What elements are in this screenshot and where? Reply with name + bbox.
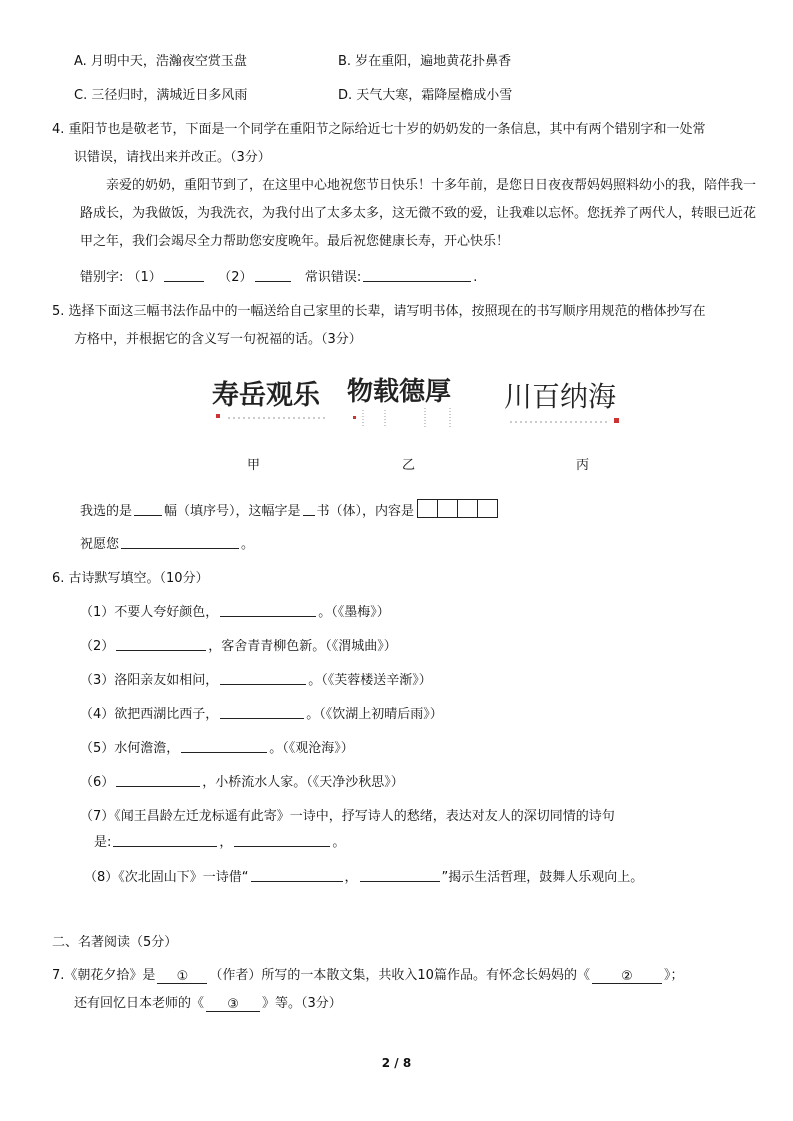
q7-blank3[interactable]	[206, 997, 260, 1012]
q6-item-2	[80, 635, 397, 654]
q6-item-7-line1: （7）《闻王昌龄左迁龙标遥有此寄》一诗中，抒写诗人的愁绪，表达对友人的深切同情的诗句	[80, 809, 615, 824]
q5-wish-line: 祝愿您 。	[80, 537, 255, 552]
page-number: 2 / 8	[381, 1056, 412, 1070]
q6-item-7-blank1[interactable]	[113, 834, 217, 847]
q6-item-3-blank[interactable]	[220, 672, 306, 685]
q5-choice-blank[interactable]	[134, 503, 162, 516]
q6-item-3	[80, 669, 432, 688]
q6-item-2-pre: （2）	[80, 639, 115, 654]
q6-item-4-post: 。（《饮湖上初晴后雨》）	[306, 707, 443, 722]
q6-item-8-sep: ，	[344, 870, 358, 885]
q7-line1-a: 7.《朝花夕拾》是	[52, 968, 156, 983]
calligraphy-bing-image	[500, 372, 625, 432]
q7-line1-c: 》；	[663, 968, 684, 983]
q4-stem-line2: 识错误，请找出来并改正。（3分）	[74, 150, 271, 165]
calligraphy-label-yi: 乙	[402, 458, 416, 473]
q6-item-5-pre: （5）水何澹澹，	[80, 741, 180, 756]
q7-mark2: ②	[621, 969, 633, 984]
q6-item-5-post: 。（《观沧海》）	[269, 741, 354, 756]
calligraphy-jia-image	[210, 372, 335, 432]
q6-item-1	[80, 601, 390, 620]
q7-line2-b: 》等。（3分）	[262, 996, 342, 1011]
q6-item-8-blank1[interactable]	[251, 869, 343, 882]
q7-line2	[74, 992, 342, 1012]
q6-item-7-line2	[94, 831, 345, 850]
q7-line1	[52, 964, 683, 984]
q5-wish-blank[interactable]	[121, 536, 239, 549]
q6-item-8	[84, 866, 643, 885]
q5-choose-c: 书（体），内容是	[316, 504, 415, 519]
calligraphy-yi-image	[345, 372, 485, 432]
q5-choose-b: 幅（填序号），这幅字是	[164, 504, 301, 519]
q4-message: 亲爱的奶奶，重阳节到了，在这里中心地祝您节日快乐！十多年前，是您日日夜夜帮妈妈照料幼小的我，陪伴我一路成长，为我做饭，为我洗衣，为我付出了太多太多，这无微不致的爱，让我难以忘怀。您抚养了两代人，转眼已近花甲之年，我们会竭尽全力帮助您安度晚年。最后祝您健康长寿，开心快乐！	[80, 178, 757, 249]
q6-item-5	[80, 737, 354, 756]
q6-item-3-pre: （3）洛阳亲友如相问，	[80, 673, 219, 688]
q6-item-1-pre: （1）不要人夸好颜色，	[80, 605, 219, 620]
q7-blank1[interactable]	[157, 969, 207, 984]
q4-answer-label: 错别字:	[80, 270, 124, 285]
q6-item-7-end: 。	[332, 835, 346, 850]
option-b: B. 岁在重阳，遍地黄花扑鼻香	[338, 54, 512, 69]
q6-item-5-blank[interactable]	[181, 740, 267, 753]
q6-item-4-blank[interactable]	[220, 706, 304, 719]
calligraphy-label-bing: 丙	[576, 458, 590, 473]
q5-choose-a: 我选的是	[80, 504, 133, 519]
q6-item-7-sep: ，	[219, 835, 233, 850]
calligraphy-yi-text: 物载德厚	[347, 377, 452, 407]
q6-item-7-blank2[interactable]	[234, 834, 330, 847]
q7-blank2[interactable]	[592, 969, 662, 984]
q4-stem-line1: 4. 重阳节也是敬老节，下面是一个同学在重阳节之际给近七十岁的奶奶发的一条信息，其中有两个错别字和一处常	[52, 122, 706, 137]
section2-heading: 二、名著阅读（5分）	[52, 935, 178, 950]
q6-item-8-blank2[interactable]	[360, 869, 440, 882]
q5-stem-line2: 方格中，并根据它的含义写一句祝福的话。（3分）	[74, 332, 362, 347]
q6-item-8-post: ”揭示生活哲理，鼓舞人乐观向上。	[441, 870, 644, 885]
q6-item-6	[80, 771, 404, 790]
q6-item-2-post: ，客舍青青柳色新。（《渭城曲》）	[208, 639, 397, 654]
q5-stem-line1: 5. 选择下面这三幅书法作品中的一幅送给自己家里的长辈，请写明书体，按照现在的书写顺序用规范的楷体抄写在	[52, 304, 706, 319]
q5-choose-line	[80, 499, 498, 519]
q6-item-7-label: 是:	[94, 835, 112, 850]
q4-common-label: 常识错误:	[304, 270, 362, 285]
q5-script-blank[interactable]	[303, 503, 315, 516]
q6-item-1-post: 。（《墨梅》）	[318, 605, 390, 620]
q7-mark3: ③	[227, 997, 239, 1012]
q6-item-4	[80, 703, 443, 722]
q6-item-8-pre: （8）《次北固山下》一诗借“	[84, 870, 249, 885]
q4-answer-line: 错别字: （1） （2） 常识错误: .	[80, 270, 478, 285]
q7-line1-b: （作者）所写的一本散文集，共收入10篇作品。有怀念长妈妈的《	[209, 968, 590, 983]
calligraphy-label-jia: 甲	[247, 458, 261, 473]
q6-item-1-blank[interactable]	[220, 604, 316, 617]
option-d: D. 天气大寒，霜降屋檐成小雪	[338, 88, 513, 103]
q6-stem: 6. 古诗默写填空。（10分）	[52, 571, 209, 586]
option-a: A. 月明中天，浩瀚夜空赏玉盘	[74, 54, 247, 69]
q4-blank1-label: （1）	[127, 270, 162, 285]
q6-item-4-pre: （4）欲把西湖比西子，	[80, 707, 219, 722]
calligraphy-jia-text: 寿岳观乐	[212, 380, 320, 411]
option-c: C. 三径归时，满城近日多风雨	[74, 88, 248, 103]
q7-line2-a: 还有回忆日本老师的《	[74, 996, 205, 1011]
q4-common-blank[interactable]	[363, 269, 471, 282]
q7-mark1: ①	[176, 969, 189, 984]
q5-wish-label: 祝愿您	[80, 537, 120, 552]
q6-item-6-post: ，小桥流水人家。（《天净沙秋思》）	[202, 775, 404, 790]
q6-item-6-blank[interactable]	[116, 774, 200, 787]
q6-item-6-pre: （6）	[80, 775, 115, 790]
q6-item-2-blank[interactable]	[116, 638, 206, 651]
calligraphy-bing-text: 川百纳海	[504, 380, 617, 413]
q4-blank1[interactable]	[164, 269, 204, 282]
q5-grid-boxes[interactable]	[418, 499, 498, 518]
q6-item-3-post: 。（《芙蓉楼送辛渐》）	[308, 673, 432, 688]
q4-blank2-label: （2）	[218, 270, 253, 285]
q4-blank2[interactable]	[255, 269, 291, 282]
